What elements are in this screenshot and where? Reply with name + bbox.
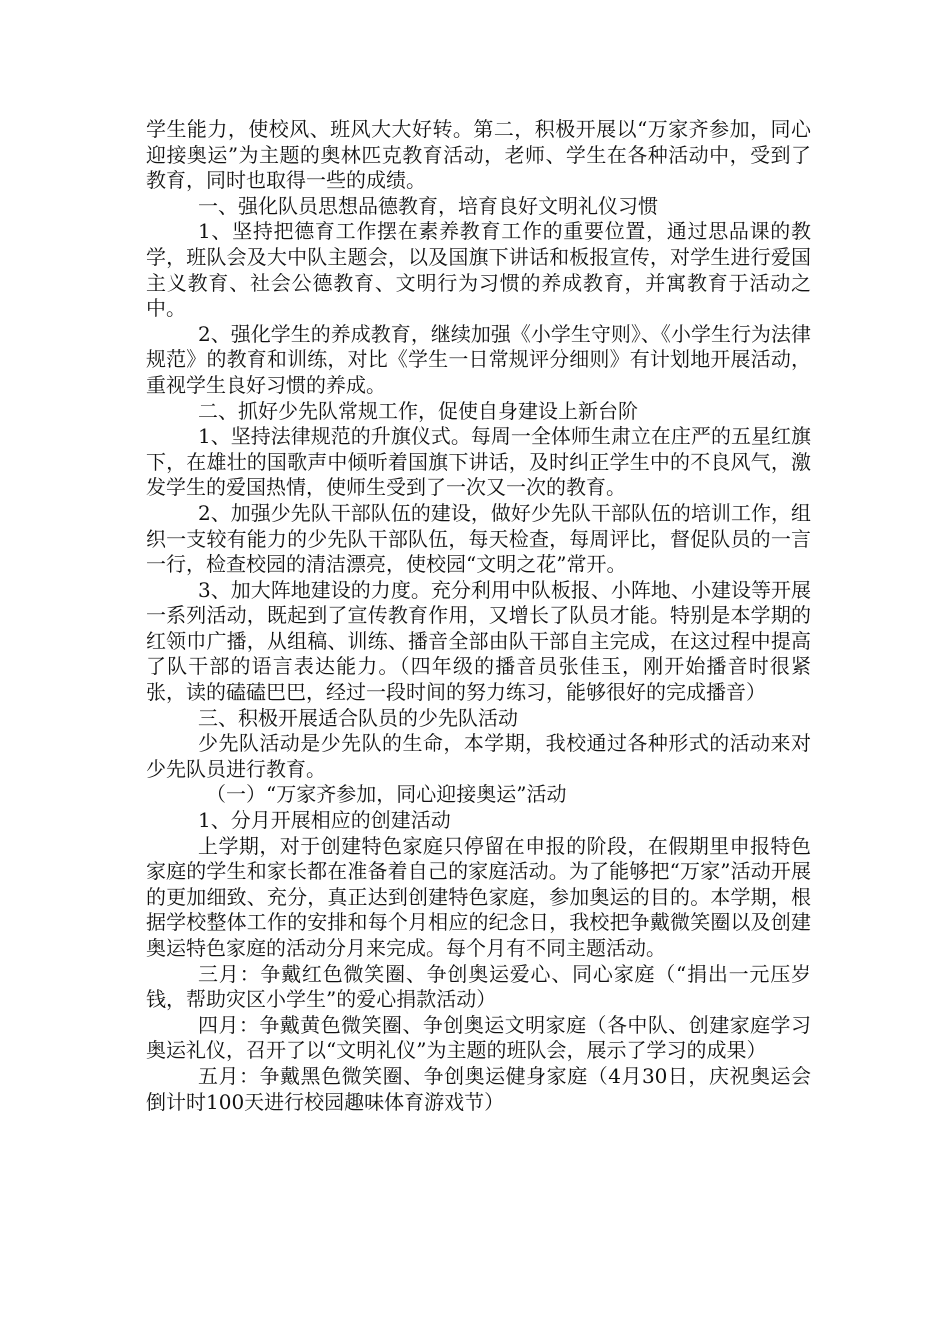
body-paragraph: 3、加大阵地建设的力度。充分利用中队板报、小阵地、小建设等开展一系列活动，既起到了宣传教育作用，又增长了队员才能。特别是本学期的红领巾广播，从组稿、训练、播音全部由队干部自主完成，在这过程中提高了队干部的语言表达能力。（四年级的播音员张佳玉，刚开始播音时很紧张，读的磕磕巴巴，经过一段时间的努力练习，能够很好的完成播音） — [146, 577, 811, 705]
section-heading: 一、强化队员思想品德教育，培育良好文明礼仪习惯 — [198, 193, 658, 218]
body-paragraph: 五月：争戴黑色微笑圈、争创奥运健身家庭（4月30日，庆祝奥运会倒计时100天进行校园趣味体育游戏节） — [146, 1063, 811, 1114]
body-paragraph: 2、加强少先队干部队伍的建设，做好少先队干部队伍的培训工作，组织一支较有能力的少先队干部队伍，每天检查，每周评比，督促队员的一言一行，检查校园的清洁漂亮，使校园“文明之花”常开。 — [146, 500, 811, 577]
body-paragraph: 上学期，对于创建特色家庭只停留在申报的阶段，在假期里申报特色家庭的学生和家长都在准备着自己的家庭活动。为了能够把“万家”活动开展的更加细致、充分，真正达到创建特色家庭，参加奥运的目的。本学期，根据学校整体工作的安排和每个月相应的纪念日，我校把争戴微笑圈以及创建奥运特色家庭的活动分月来完成。每个月有不同主题活动。 — [146, 833, 811, 960]
section-heading: 三、积极开展适合队员的少先队活动 — [198, 705, 518, 730]
body-paragraph: 1、坚持法律规范的升旗仪式。每周一全体师生肃立在庄严的五星红旗下，在雄壮的国歌声中倾听着国旗下讲话，及时纠正学生中的不良风气，激发学生的爱国热情，使师生受到了一次又一次的教育。 — [146, 424, 811, 500]
body-paragraph: 学生能力，使校风、班风大大好转。第二，积极开展以“万家齐参加，同心迎接奥运”为主题的奥林匹克教育活动，老师、学生在各种活动中，受到了教育，同时也取得一些的成绩。 — [146, 117, 811, 193]
section-heading: 二、抓好少先队常规工作，促使自身建设上新台阶 — [198, 398, 638, 423]
sub-heading: （一）“万家齐参加，同心迎接奥运”活动 — [206, 782, 567, 807]
body-paragraph: 三月：争戴红色微笑圈、争创奥运爱心、同心家庭（“捐出一元压岁钱，帮助灾区小学生”的爱心捐款活动） — [146, 961, 811, 1012]
body-paragraph: 四月：争戴黄色微笑圈、争创奥运文明家庭（各中队、创建家庭学习奥运礼仪，召开了以“文明礼仪”为主题的班队会，展示了学习的成果） — [146, 1012, 811, 1063]
body-paragraph: 少先队活动是少先队的生命，本学期，我校通过各种形式的活动来对少先队员进行教育。 — [146, 731, 811, 781]
body-paragraph: 1、坚持把德育工作摆在素养教育工作的重要位置，通过思品课的教学，班队会及大中队主题会，以及国旗下讲话和板报宣传，对学生进行爱国主义教育、社会公德教育、文明行为习惯的养成教育，并寓教育于活动之中。 — [146, 219, 811, 321]
document-body — [146, 117, 811, 1115]
sub-heading: 1、分月开展相应的创建活动 — [198, 808, 451, 833]
body-paragraph: 2、强化学生的养成教育，继续加强《小学生守则》、《小学生行为法律规范》的教育和训练，对比《学生一日常规评分细则》有计划地开展活动，重视学生良好习惯的养成。 — [146, 321, 811, 397]
